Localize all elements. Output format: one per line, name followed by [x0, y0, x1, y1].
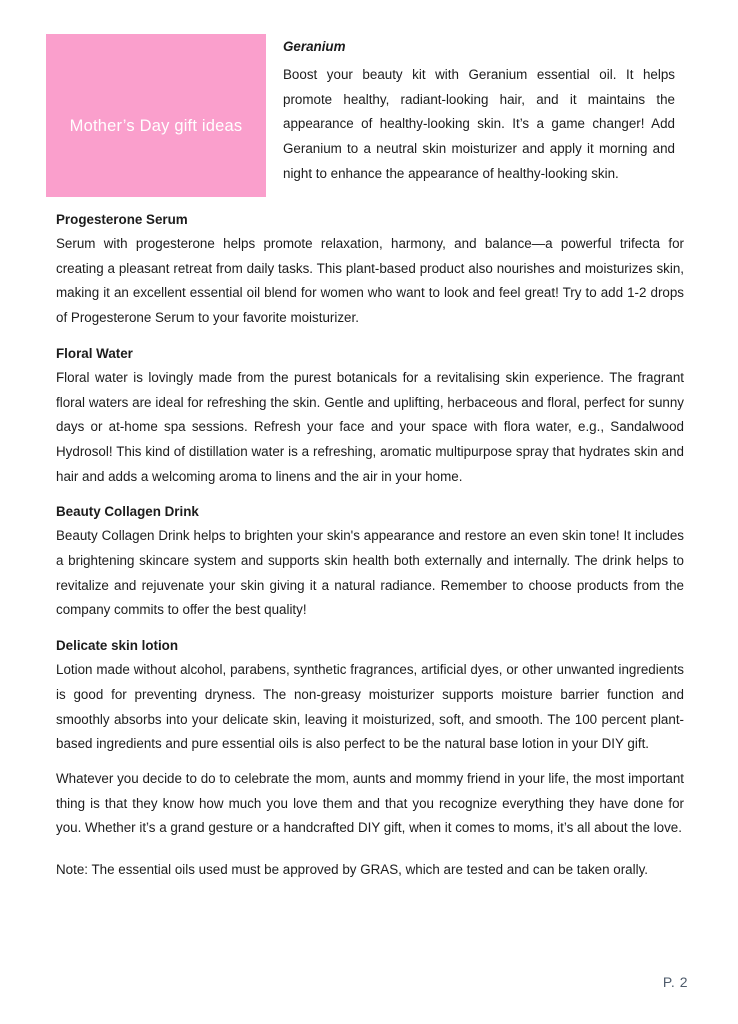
- main-content: [56, 207, 684, 893]
- section-geranium: [283, 34, 675, 187]
- section-heading-progesterone-serum: Progesterone Serum: [56, 212, 188, 227]
- section-body-progesterone-serum: Serum with progesterone helps promote relaxation, harmony, and balance—a powerful trifecta for creating a pleasant retreat from daily tasks. This plant-based product also nourishes and moisturizes skin, making it an excellent essential oil blend for women who want to look and feel great! Try to add 1-2 drops of Progesterone Serum to your favorite moisturizer.: [56, 236, 684, 326]
- section-heading-geranium: Geranium: [283, 39, 346, 54]
- section-body-beauty-collagen-drink: Beauty Collagen Drink helps to brighten your skin's appearance and restore an even skin tone! It includes a brightening skincare system and supports skin health both externally and internally. The drink helps to revitalize and rejuvenate your skin giving it a natural radiance. Remember to choose products from the company commits to offer the best quality!: [56, 528, 684, 618]
- note-paragraph: Note: The essential oils used must be approved by GRAS, which are tested and can be taken orally.: [56, 862, 648, 878]
- section-floral-water: [56, 341, 684, 490]
- section-body-delicate-skin-lotion: Lotion made without alcohol, parabens, synthetic fragrances, artificial dyes, or other unwanted ingredients is good for preventing dryness. The non-greasy moisturizer supports moisture barrier function and smoothly absorbs into your delicate skin, leaving it moisturized, soft, and smooth. The 100 percent plant-based ingredients and pure essential oils is also perfect to be the natural base lotion in your DIY gift.: [56, 662, 684, 752]
- section-heading-beauty-collagen-drink: Beauty Collagen Drink: [56, 504, 199, 520]
- section-delicate-skin-lotion: [56, 633, 684, 757]
- section-body-floral-water: Floral water is lovingly made from the purest botanicals for a revitalising skin experience. The fragrant floral waters are ideal for refreshing the skin. Gentle and uplifting, herbaceous and floral, perfect for sunny days or at-home spa sessions. Refresh your face and your space with flora water, e.g., Sandalwood Hydrosol! This kind of distillation water is a refreshing, aromatic multipurpose spray that hydrates skin and hair and adds a welcoming aroma to linens and the air in your home.: [56, 369, 684, 484]
- section-body-geranium: Boost your beauty kit with Geranium essential oil. It helps promote healthy, radiant-looking hair, and it maintains the appearance of healthy-looking skin. It’s a game changer! Add Geranium to a neutral skin moisturizer and apply it morning and night to enhance the appearance of healthy-looking skin.: [283, 67, 675, 181]
- section-heading-floral-water: Floral Water: [56, 345, 133, 361]
- closing-paragraph: Whatever you decide to do to celebrate the mom, aunts and mommy friend in your life, the most important thing is that they know how much you love them and that you recognize everything they have done for you. Whether it’s a grand gesture or a handcrafted DIY gift, when it comes to moms, it’s all about the love.: [56, 770, 684, 836]
- mothers-day-banner: [46, 34, 266, 197]
- section-heading-delicate-skin-lotion: Delicate skin lotion: [56, 638, 179, 654]
- section-progesterone-serum: [56, 207, 684, 331]
- section-beauty-collagen-drink: [56, 499, 684, 623]
- banner-label: Mother’s Day gift ideas: [69, 117, 243, 135]
- page-number: P. 2: [662, 974, 688, 990]
